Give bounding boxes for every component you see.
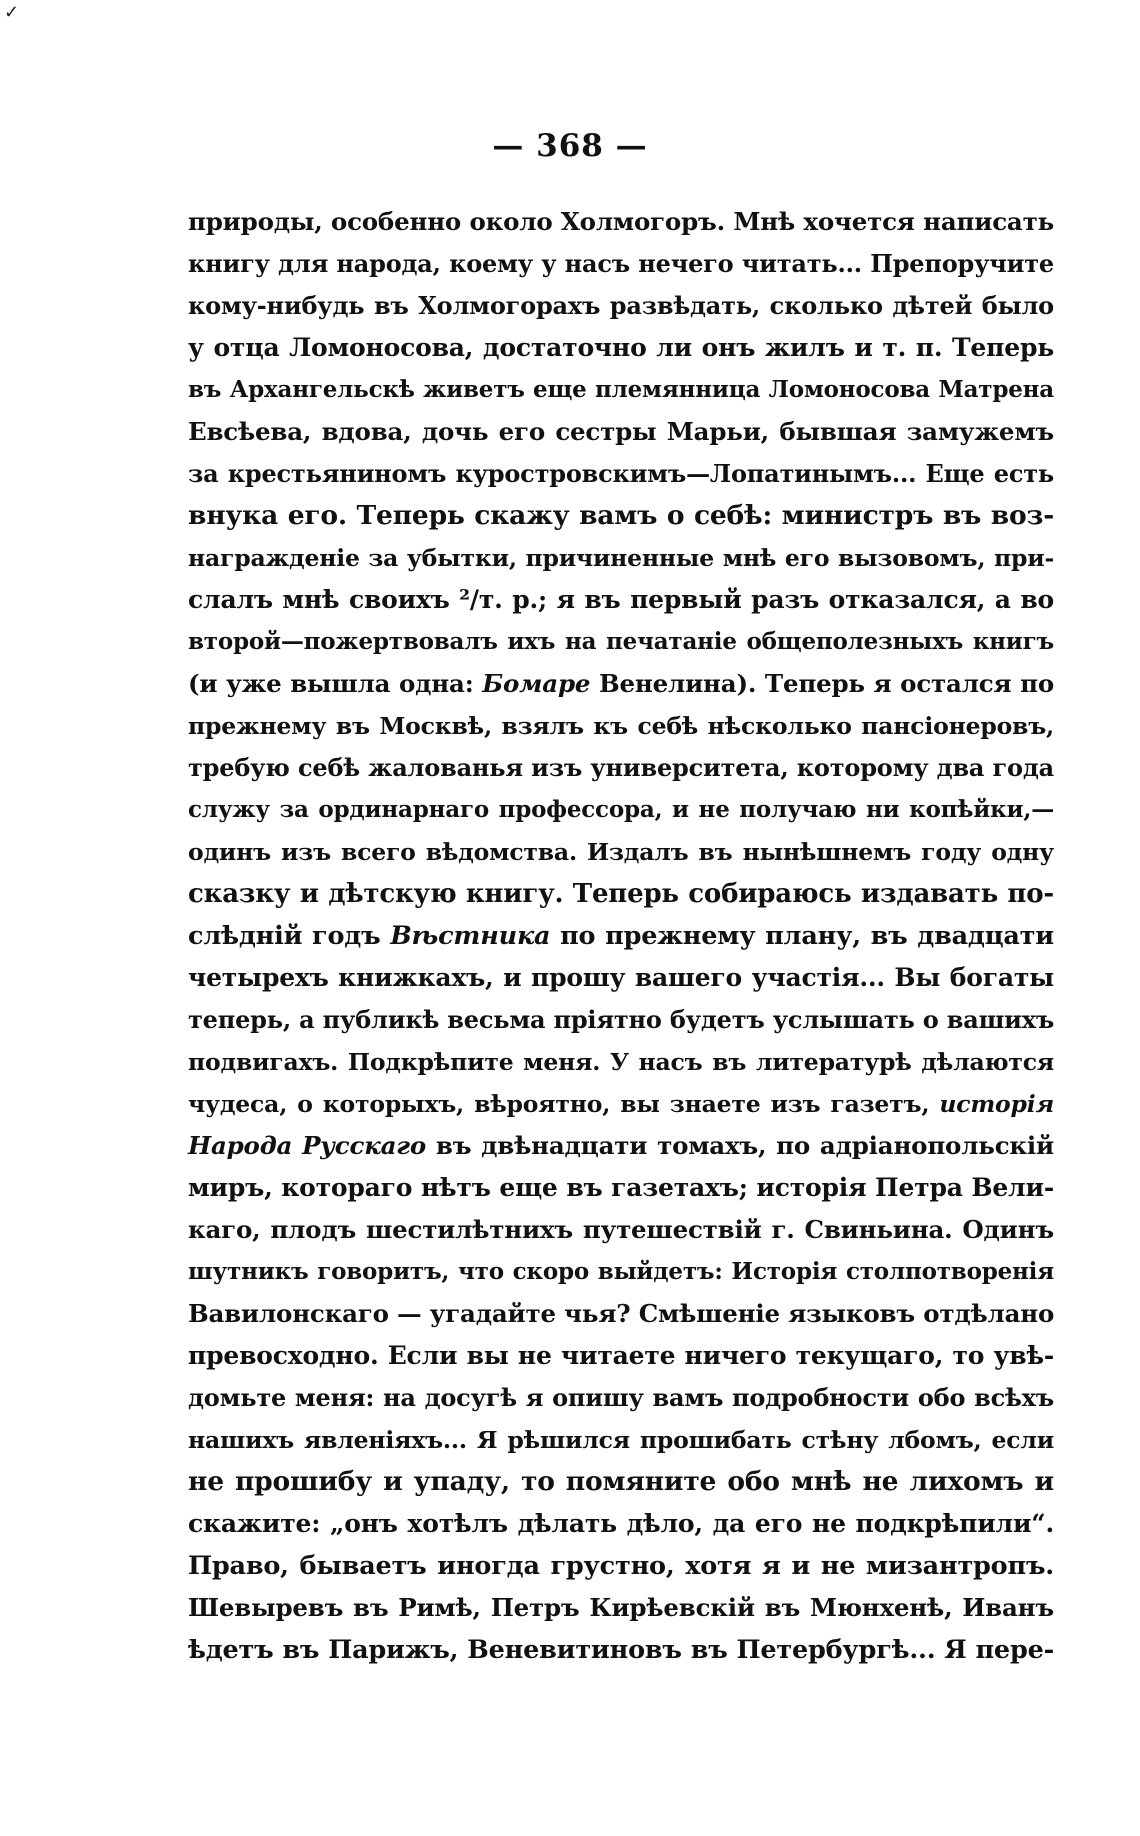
text-segment: въ Архангельскѣ живетъ еще племянница Ломоносова Матрена [188,376,1054,403]
text-segment: требую себѣ жалованья изъ университета, которому два года [188,753,1054,782]
text-segment: скажите: „онъ хотѣлъ дѣлать дѣло, да его не подкрѣпили“. [188,1509,1054,1538]
text-line [188,663,1054,705]
text-line [188,789,1054,831]
text-line [188,285,1054,327]
text-segment: превосходно. Если вы не читаете ничего текущаго, то увѣ- [188,1341,1054,1370]
text-line [188,705,1054,747]
text-segment: природы, особенно около Холмогоръ. Мнѣ хочется написать [188,207,1054,236]
text-segment: (и уже вышла одна: [188,669,483,698]
text-line [188,1503,1054,1545]
text-segment: Шевыревъ въ Римѣ, Петръ Кирѣевскій въ Мюнхенѣ, Иванъ [188,1593,1054,1622]
text-line [188,1629,1054,1671]
text-line [188,1419,1054,1461]
text-line [188,1335,1054,1377]
text-segment: слѣдній годъ [188,921,391,951]
text-line [188,873,1054,915]
italic-title: Вѣстника [390,921,551,951]
text-line [188,579,1054,621]
text-segment: одинъ изъ всего вѣдомства. Издалъ въ нынѣшнемъ году одну [188,838,1054,866]
text-line [188,537,1054,579]
text-line [188,1293,1054,1335]
text-segment: домьте меня: на досугѣ я опишу вамъ подробности обо всѣхъ [188,1383,1054,1412]
text-line [188,453,1054,495]
text-segment: Вавилонскаго — угадайте чья? Смѣшеніе языковъ отдѣлано [188,1299,1055,1328]
text-line [188,1125,1054,1167]
text-line [188,915,1054,957]
text-segment: миръ, котораго нѣтъ еще въ газетахъ; исторія Петра Вели- [188,1173,1054,1202]
text-segment: въ двѣнадцати томахъ, по адріанопольскій [425,1131,1054,1160]
text-segment: каго, плодъ шестилѣтнихъ путешествій г. Свиньина. Одинъ [188,1215,1054,1244]
text-segment: прежнему въ Москвѣ, взялъ къ себѣ нѣсколько пансіонеровъ, [188,712,1054,740]
text-segment: чудеса, о которыхъ, вѣроятно, вы знаете изъ газетъ, [188,1090,940,1118]
text-segment: за крестьяниномъ куростровскимъ—Лопатинымъ... Еще есть [188,459,1054,488]
text-segment: четырехъ книжкахъ, и прошу вашего участія... Вы богаты [188,963,1054,992]
text-segment: не прошибу и упаду, то помяните обо мнѣ не лихомъ и [188,1466,1054,1497]
text-segment: Венелина). Теперь я остался по [590,669,1054,698]
text-segment: шутникъ говоритъ, что скоро выйдетъ: Исторія столпотворенія [188,1258,1054,1285]
text-line [188,1167,1054,1209]
text-line [188,411,1054,453]
text-segment: подвигахъ. Подкрѣпите меня. У насъ въ литературѣ дѣлаются [188,1048,1054,1076]
text-segment: нашихъ явленіяхъ... Я рѣшился прошибать стѣну лбомъ, если [188,1426,1054,1454]
italic-title: Бомаре [482,669,591,698]
text-line [188,369,1054,411]
page-number: — 368 — [492,128,648,164]
text-line [188,495,1054,537]
text-line [188,1209,1054,1251]
text-segment: внука его. Теперь скажу вамъ о себѣ: министръ въ воз- [188,500,1054,531]
text-segment: слалъ мнѣ своихъ ²/т. р.; я въ первый разъ отказался, а во [188,585,1054,614]
text-line [188,1041,1054,1083]
text-segment: Право, бываетъ иногда грустно, хотя я и не мизантропъ. [188,1551,1054,1581]
text-line [188,1251,1054,1293]
italic-title: исторія [939,1090,1054,1118]
text-segment: по прежнему плану, въ двадцати [550,921,1054,951]
text-segment: ѣдетъ въ Парижъ, Веневитиновъ въ Петербургѣ... Я пере- [188,1635,1054,1665]
text-segment: у отца Ломоносова, достаточно ли онъ жилъ и т. п. Теперь [188,333,1054,362]
body-text [188,201,1054,1671]
text-line [188,747,1054,789]
text-segment: служу за ординарнаго профессора, и не получаю ни копѣйки,— [188,796,1054,823]
text-line [188,1377,1054,1419]
text-line [188,621,1054,663]
text-segment: теперь, а публикѣ весьма пріятно будетъ услышать о вашихъ [188,1005,1055,1034]
text-line [188,1083,1054,1125]
text-line [188,327,1054,369]
text-segment: второй—пожертвовалъ ихъ на печатаніе общеполезныхъ книгъ [188,628,1054,655]
text-line [188,243,1054,285]
text-segment: Евсѣева, вдова, дочь его сестры Марьи, бывшая замужемъ [188,417,1054,446]
text-segment: кому-нибудь въ Холмогорахъ развѣдать, сколько дѣтей было [188,291,1054,320]
text-line [188,957,1054,999]
text-line [188,831,1054,873]
text-line [188,1587,1054,1629]
text-segment: сказку и дѣтскую книгу. Теперь собираюсь издавать по- [188,879,1054,909]
text-line [188,1461,1054,1503]
text-line [188,999,1054,1041]
text-line [188,1545,1054,1587]
text-line [188,201,1054,243]
italic-title: Народа Русскаго [188,1131,426,1160]
text-segment: книгу для народа, коему у насъ нечего читать... Препоручите [188,249,1054,278]
text-segment: награжденіе за убытки, причиненные мнѣ его вызовомъ, при- [188,544,1054,572]
corner-mark: ✓ [4,2,20,23]
